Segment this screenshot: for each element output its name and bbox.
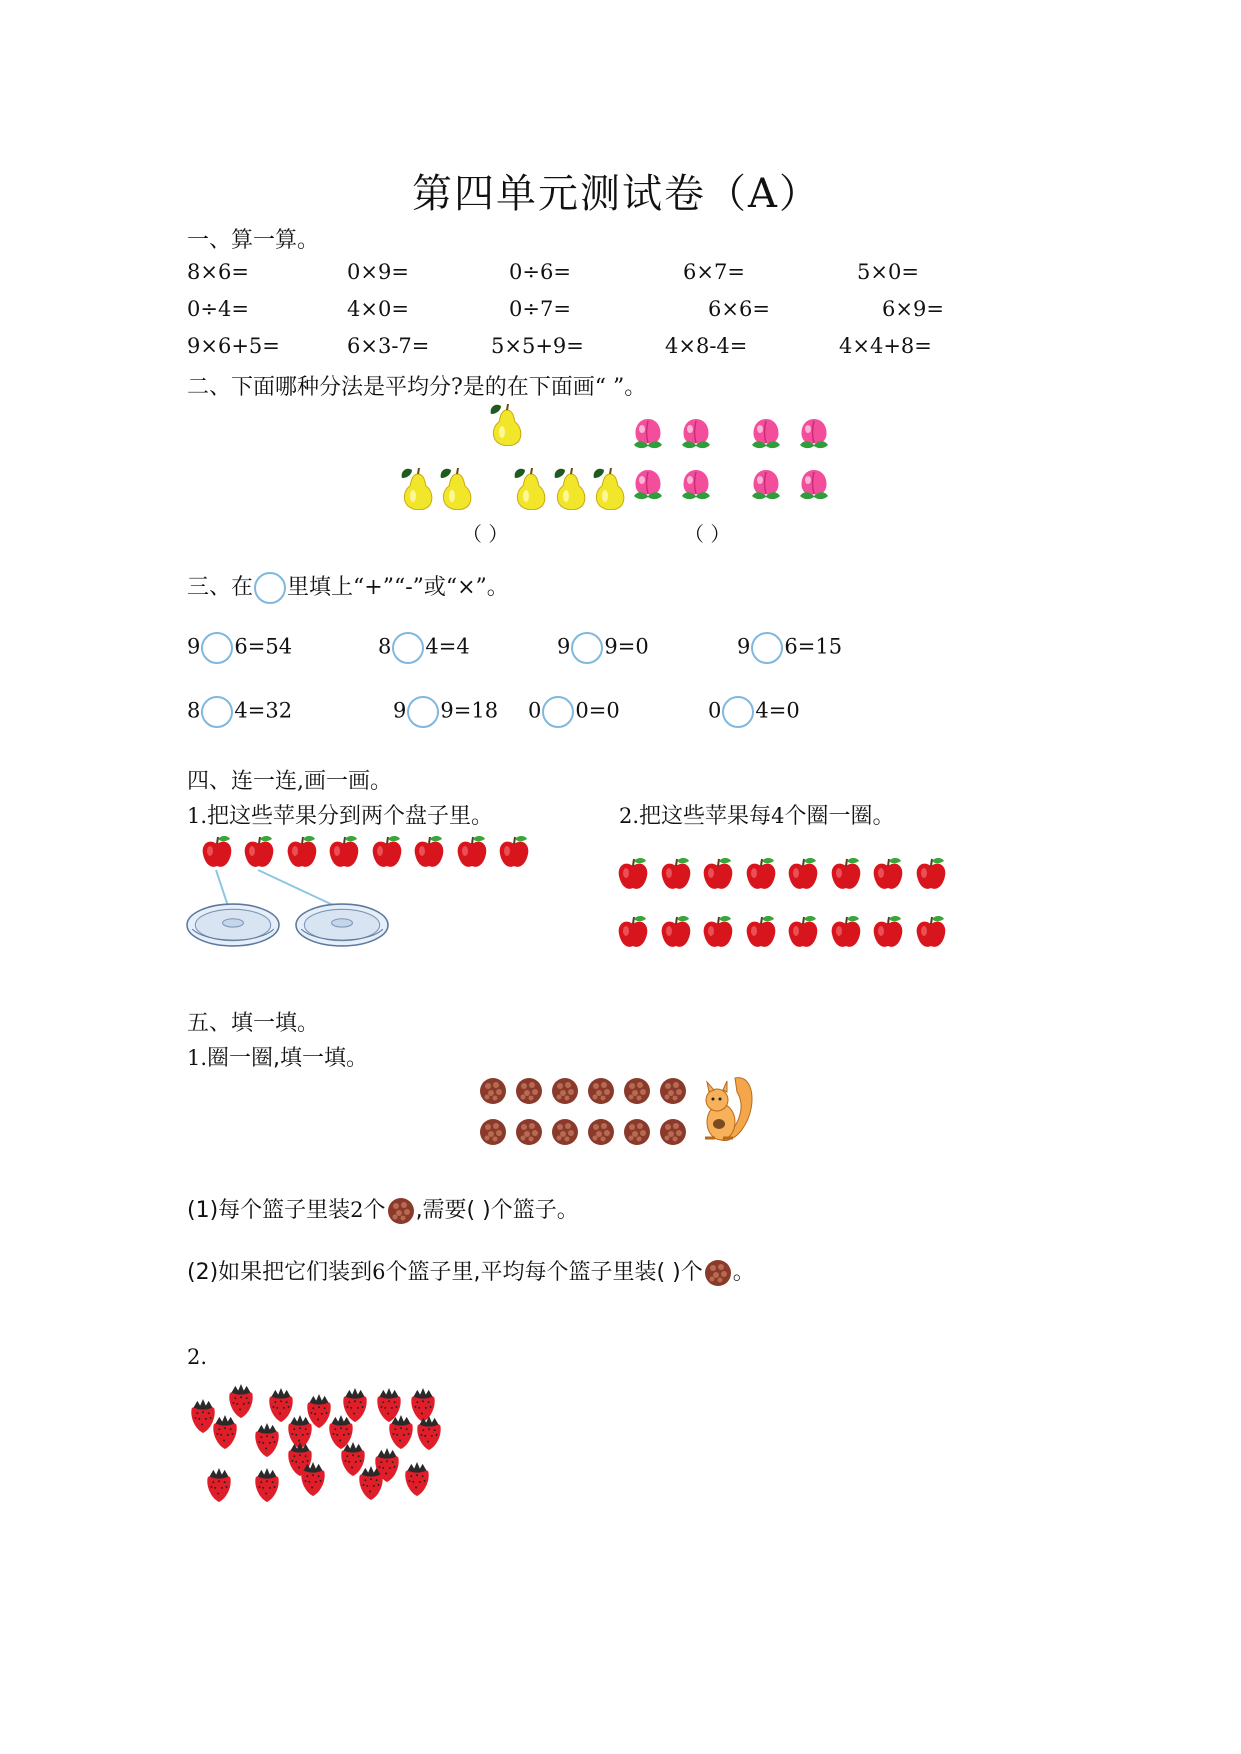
apple-icon bbox=[700, 856, 736, 892]
pinecone-icon bbox=[658, 1076, 688, 1106]
equation: 0÷6= bbox=[509, 260, 571, 284]
strawberry-icon bbox=[208, 1413, 242, 1451]
page-title: 第四单元测试卷（A） bbox=[412, 171, 821, 217]
question-text: 把这些苹果每 bbox=[639, 804, 772, 829]
operator-circle[interactable] bbox=[722, 696, 754, 728]
question-text: ,需要( )个篮子。 bbox=[415, 1198, 579, 1223]
plate-icon bbox=[294, 902, 390, 948]
apple-icon bbox=[700, 914, 736, 950]
question-text: 把这些苹果分到两个盘子里。 bbox=[207, 804, 494, 829]
apple-icon bbox=[913, 856, 949, 892]
operator-circle[interactable] bbox=[751, 632, 783, 664]
apple-icon bbox=[828, 856, 864, 892]
operand: 8 bbox=[187, 698, 201, 723]
answer-blank[interactable]: （ ） bbox=[684, 522, 731, 546]
apple-icon bbox=[870, 914, 906, 950]
section5-q2-number: 2. bbox=[187, 1345, 208, 1369]
operand: 6=54 bbox=[234, 634, 293, 659]
equation: 5×0= bbox=[857, 260, 919, 284]
peach-icon bbox=[746, 464, 786, 504]
pinecone-icon bbox=[478, 1117, 508, 1147]
equation: 0×9= bbox=[347, 260, 409, 284]
pinecone-icon bbox=[703, 1258, 733, 1288]
question-text: (1)每个篮子里装 bbox=[187, 1198, 351, 1223]
strawberry-icon bbox=[412, 1414, 446, 1452]
connector-lines bbox=[0, 0, 600, 960]
peach-icon bbox=[676, 413, 716, 453]
pinecone-icon bbox=[514, 1076, 544, 1106]
peach-icon bbox=[794, 413, 834, 453]
section4-heading: 四、连一连,画一画。 bbox=[187, 769, 392, 794]
operand: 0 bbox=[708, 698, 722, 723]
section5-q1 bbox=[187, 1041, 368, 1072]
strawberry-icon bbox=[296, 1460, 330, 1498]
equation: 6×6= bbox=[708, 297, 770, 321]
peach-icon bbox=[628, 464, 668, 504]
equation: 8×6= bbox=[187, 260, 249, 284]
operand: 9 bbox=[737, 634, 751, 659]
strawberry-icon bbox=[250, 1421, 284, 1459]
section2-heading: 二、下面哪种分法是平均分?是的在下面画“ ”。 bbox=[187, 375, 647, 400]
pinecone-icon bbox=[514, 1117, 544, 1147]
question-number: 2. bbox=[619, 804, 640, 828]
apple-icon bbox=[658, 914, 694, 950]
section3-heading-after: 里填上“+”“-”或“×”。 bbox=[287, 575, 509, 600]
inline-number: 2 bbox=[350, 1198, 364, 1222]
equation: 6×7= bbox=[683, 260, 745, 284]
operand: 4=32 bbox=[234, 698, 293, 723]
operator-problem bbox=[708, 696, 800, 728]
equation: 5×5+9= bbox=[491, 334, 584, 358]
apple-icon bbox=[615, 914, 651, 950]
pinecone-icon bbox=[622, 1117, 652, 1147]
operator-problem bbox=[737, 632, 842, 664]
section5-q1b bbox=[187, 1255, 755, 1288]
equation: 4×8-4= bbox=[665, 334, 748, 358]
peach-icon bbox=[628, 413, 668, 453]
operand: 9=18 bbox=[440, 698, 499, 723]
question-text: 个圈一圈。 bbox=[784, 804, 895, 829]
peach-icon bbox=[746, 413, 786, 453]
operand: 4=0 bbox=[755, 698, 800, 723]
operand: 6=15 bbox=[784, 634, 843, 659]
operand: 9 bbox=[393, 698, 407, 723]
strawberry-icon bbox=[202, 1466, 236, 1504]
pinecone-icon bbox=[586, 1076, 616, 1106]
section5-heading: 五、填一填。 bbox=[187, 1011, 320, 1036]
apple-icon bbox=[913, 914, 949, 950]
question-text: (2)如果把它们装到 bbox=[187, 1260, 373, 1285]
equation: 9×6+5= bbox=[187, 334, 280, 358]
equation: 4×0= bbox=[347, 297, 409, 321]
pinecone-icon bbox=[550, 1117, 580, 1147]
question-number: 1. bbox=[187, 1046, 208, 1070]
operand: 4=4 bbox=[425, 634, 470, 659]
question-text: 。 bbox=[732, 1260, 755, 1285]
peach-icon bbox=[676, 464, 716, 504]
pinecone-icon bbox=[478, 1076, 508, 1106]
equation: 4×4+8= bbox=[839, 334, 932, 358]
question-text: 个 bbox=[363, 1198, 386, 1223]
operand: 9 bbox=[187, 634, 201, 659]
pinecone-icon bbox=[622, 1076, 652, 1106]
equation: 6×3-7= bbox=[347, 334, 430, 358]
inline-number: 4 bbox=[771, 804, 785, 828]
apple-icon bbox=[658, 856, 694, 892]
squirrel-icon bbox=[697, 1068, 757, 1148]
question-number: 1. bbox=[187, 804, 208, 828]
pinecone-icon bbox=[586, 1117, 616, 1147]
pinecone-icon bbox=[386, 1196, 416, 1226]
apple-icon bbox=[870, 856, 906, 892]
section5-q1a bbox=[187, 1193, 579, 1226]
operand: 0=0 bbox=[575, 698, 620, 723]
plate-icon bbox=[185, 902, 281, 948]
apple-icon bbox=[785, 914, 821, 950]
apple-icon bbox=[615, 856, 651, 892]
operand: 9=0 bbox=[604, 634, 649, 659]
equation: 0÷7= bbox=[509, 297, 571, 321]
strawberry-icon bbox=[250, 1466, 284, 1504]
apple-icon bbox=[828, 914, 864, 950]
operand: 8 bbox=[378, 634, 392, 659]
section4-q2 bbox=[619, 799, 894, 830]
apple-icon bbox=[743, 856, 779, 892]
equation: 6×9= bbox=[882, 297, 944, 321]
apple-icon bbox=[743, 914, 779, 950]
answer-blank[interactable]: （ ） bbox=[462, 522, 509, 546]
question-text: 圈一圈,填一填。 bbox=[207, 1046, 369, 1071]
operand: 0 bbox=[528, 698, 542, 723]
strawberry-icon bbox=[400, 1460, 434, 1498]
apple-icon bbox=[785, 856, 821, 892]
inline-number: 6 bbox=[372, 1260, 386, 1284]
operand: 9 bbox=[557, 634, 571, 659]
section1-heading: 一、算一算。 bbox=[187, 228, 320, 253]
question-text: 个篮子里,平均每个篮子里装( )个 bbox=[385, 1260, 703, 1285]
section3-heading-before: 三、在 bbox=[187, 575, 254, 600]
strawberry-icon bbox=[354, 1464, 388, 1502]
pinecone-icon bbox=[658, 1117, 688, 1147]
pinecone-icon bbox=[550, 1076, 580, 1106]
equation: 0÷4= bbox=[187, 297, 249, 321]
peach-icon bbox=[794, 464, 834, 504]
